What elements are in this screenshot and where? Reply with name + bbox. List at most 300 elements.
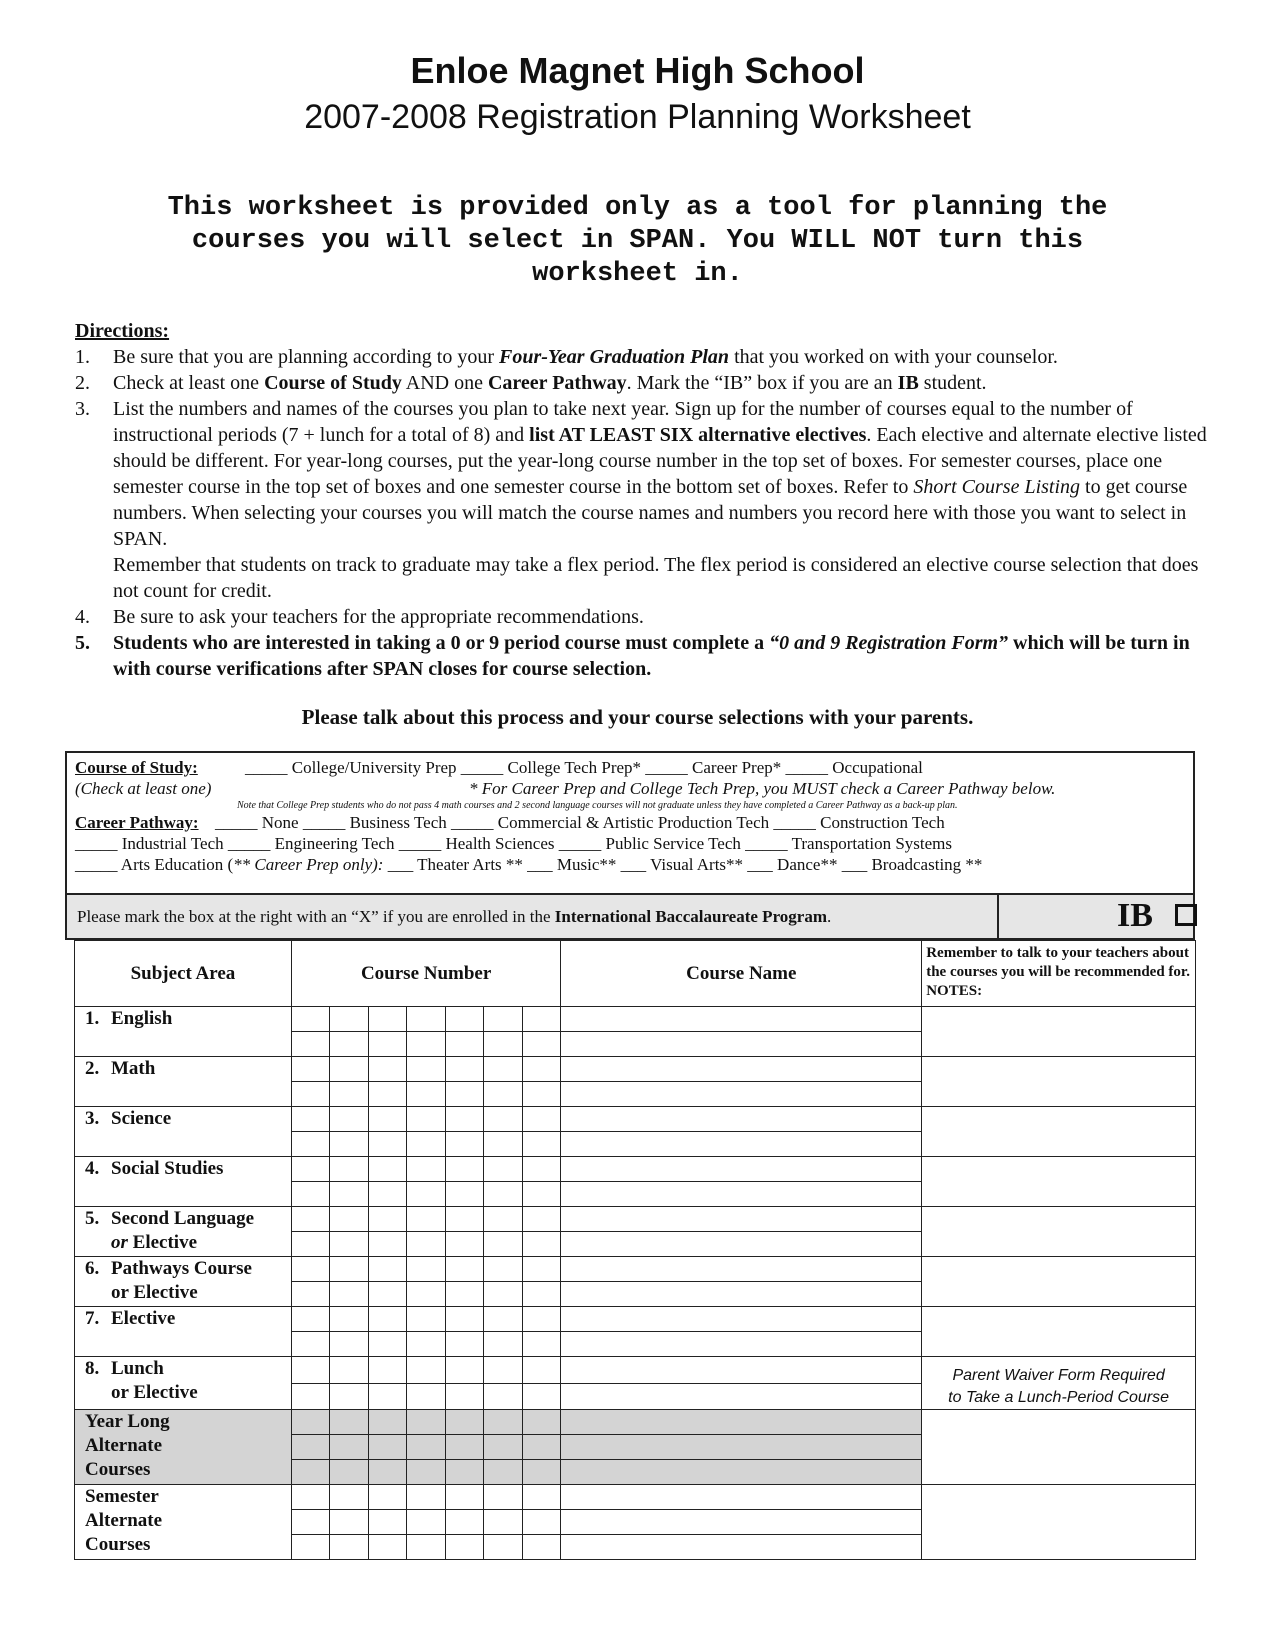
course-number-box[interactable] xyxy=(407,1332,446,1357)
course-number-box[interactable] xyxy=(522,1182,561,1207)
course-row-science xyxy=(75,1107,1196,1132)
course-name-field[interactable] xyxy=(561,1383,922,1410)
subject-name: Lunch xyxy=(111,1358,164,1379)
course-number-box[interactable] xyxy=(484,1307,523,1332)
course-number-box[interactable] xyxy=(484,1332,523,1357)
course-of-study-box xyxy=(65,751,1195,895)
course-number-box[interactable] xyxy=(445,1357,484,1384)
fine-print: Note that College Prep students who do not pass 4 math courses and 2 second language courses will not graduate unless they have completed a Career Pathway as a back-up plan. xyxy=(237,800,958,811)
course-name-field[interactable] xyxy=(561,1107,922,1132)
course-number-box[interactable] xyxy=(291,1307,330,1332)
course-number-box[interactable] xyxy=(330,1057,369,1082)
course-number-box[interactable] xyxy=(368,1535,407,1560)
course-name-field[interactable] xyxy=(561,1510,922,1535)
course-row-lunch xyxy=(75,1357,1196,1384)
course-name-field[interactable] xyxy=(561,1032,922,1057)
course-number-box[interactable] xyxy=(368,1032,407,1057)
course-number-box[interactable] xyxy=(522,1032,561,1057)
direction-item xyxy=(75,396,1215,604)
course-number-box[interactable] xyxy=(407,1132,446,1157)
subject-number: 3. xyxy=(85,1108,100,1129)
course-number-box[interactable] xyxy=(291,1282,330,1307)
notes-cell[interactable] xyxy=(922,1057,1196,1107)
direction-item xyxy=(75,630,1215,682)
career-prep-only-note: ** Career Prep only): xyxy=(233,855,384,874)
notes-cell[interactable] xyxy=(922,1410,1196,1485)
ib-instruction-text: Please mark the box at the right with an “X” if you are enrolled in the xyxy=(77,907,555,926)
subject-name: Elective xyxy=(132,1232,198,1253)
course-number-box[interactable] xyxy=(407,1383,446,1410)
ib-instruction xyxy=(77,907,831,927)
course-number-box[interactable] xyxy=(445,1307,484,1332)
subject-label xyxy=(75,1257,292,1307)
course-number-box[interactable] xyxy=(291,1157,330,1182)
notes-cell[interactable] xyxy=(922,1257,1196,1307)
course-number-box[interactable] xyxy=(522,1107,561,1132)
course-number-box[interactable] xyxy=(330,1510,369,1535)
course-number-box[interactable] xyxy=(330,1307,369,1332)
worksheet-title: 2007-2008 Registration Planning Worksheet xyxy=(304,98,971,136)
course-number-box[interactable] xyxy=(291,1460,330,1485)
course-number-box[interactable] xyxy=(484,1032,523,1057)
subject-number: 8. xyxy=(85,1358,100,1379)
course-number-box[interactable] xyxy=(407,1282,446,1307)
directions-section xyxy=(75,318,1215,682)
course-number-box[interactable] xyxy=(407,1485,446,1510)
course-number-box[interactable] xyxy=(407,1057,446,1082)
subject-number: 2. xyxy=(85,1058,100,1079)
pathway-options: ___ Theater Arts ** ___ Music** ___ Visual Arts** ___ Dance** ___ Broadcasting ** xyxy=(383,855,983,874)
direction-text: student. xyxy=(918,372,987,394)
table-header-row xyxy=(75,941,1196,1007)
course-row-math xyxy=(75,1057,1196,1082)
notes-header: Remember to talk to your teachers about the courses you will be recommended for. NOTES: xyxy=(922,941,1196,1007)
subject-number: 5. xyxy=(85,1208,100,1229)
course-number-box[interactable] xyxy=(522,1157,561,1182)
course-number-box[interactable] xyxy=(368,1082,407,1107)
course-number-box[interactable] xyxy=(522,1332,561,1357)
notes-cell[interactable] xyxy=(922,1157,1196,1207)
course-number-box[interactable] xyxy=(445,1107,484,1132)
course-number-box[interactable] xyxy=(522,1007,561,1032)
course-number-box[interactable] xyxy=(368,1332,407,1357)
course-number-box[interactable] xyxy=(368,1007,407,1032)
course-number-box[interactable] xyxy=(445,1485,484,1510)
subject-name: Second Language xyxy=(111,1208,255,1229)
course-number-box[interactable] xyxy=(522,1357,561,1384)
course-number-box[interactable] xyxy=(522,1082,561,1107)
subject-line: Courses xyxy=(85,1534,151,1555)
course-number-box[interactable] xyxy=(291,1535,330,1560)
course-number-box[interactable] xyxy=(407,1232,446,1257)
course-number-box[interactable] xyxy=(291,1107,330,1132)
course-name-field[interactable] xyxy=(561,1007,922,1032)
course-number-box[interactable] xyxy=(368,1132,407,1157)
course-number-box[interactable] xyxy=(484,1510,523,1535)
waiver-line: Parent Waiver Form Required xyxy=(952,1367,1165,1384)
subject-label xyxy=(75,1485,292,1560)
course-number-box[interactable] xyxy=(368,1207,407,1232)
course-number-box[interactable] xyxy=(407,1460,446,1485)
course-number-box[interactable] xyxy=(484,1007,523,1032)
course-name-field[interactable] xyxy=(561,1132,922,1157)
course-number-box[interactable] xyxy=(368,1383,407,1410)
course-number-box[interactable] xyxy=(484,1182,523,1207)
course-number-box[interactable] xyxy=(368,1307,407,1332)
direction-emphasis: IB xyxy=(897,372,919,394)
course-number-box[interactable] xyxy=(330,1435,369,1460)
course-name-field[interactable] xyxy=(561,1282,922,1307)
course-number-box[interactable] xyxy=(368,1485,407,1510)
course-number-box[interactable] xyxy=(484,1485,523,1510)
course-number-box[interactable] xyxy=(445,1182,484,1207)
course-row-elective xyxy=(75,1307,1196,1332)
course-name-field[interactable] xyxy=(561,1410,922,1435)
course-number-box[interactable] xyxy=(522,1307,561,1332)
course-row-year-alt xyxy=(75,1410,1196,1435)
pathway-options: _____ Industrial Tech _____ Engineering Tech _____ Health Sciences _____ Public Service Tech _____ Transportation Systems xyxy=(75,834,952,853)
course-number-header: Course Number xyxy=(291,941,561,1007)
notice-line: This worksheet is provided only as a tool for planning the xyxy=(167,193,1108,223)
direction-emphasis: “0 and 9 Registration Form” xyxy=(769,632,1009,654)
notes-cell[interactable] xyxy=(922,1307,1196,1357)
course-number-box[interactable] xyxy=(291,1057,330,1082)
ib-instruction-text: . xyxy=(827,907,832,926)
ib-divider xyxy=(997,895,999,938)
subject-name: Math xyxy=(111,1058,156,1079)
course-number-box[interactable] xyxy=(330,1332,369,1357)
course-number-box[interactable] xyxy=(291,1410,330,1435)
waiver-line: to Take a Lunch-Period Course xyxy=(948,1389,1170,1406)
subject-line: Alternate xyxy=(85,1510,163,1531)
worksheet-notice xyxy=(120,192,1155,291)
course-number-box[interactable] xyxy=(407,1157,446,1182)
subject-number: 4. xyxy=(85,1158,100,1179)
course-number-box[interactable] xyxy=(291,1485,330,1510)
course-number-box[interactable] xyxy=(291,1435,330,1460)
course-number-box[interactable] xyxy=(330,1535,369,1560)
course-name-header: Course Name xyxy=(561,941,922,1007)
parents-note: Please talk about this process and your course selections with your parents. xyxy=(301,705,974,729)
course-number-box[interactable] xyxy=(407,1007,446,1032)
course-number-box[interactable] xyxy=(368,1107,407,1132)
course-number-box[interactable] xyxy=(368,1357,407,1384)
course-number-box[interactable] xyxy=(291,1132,330,1157)
course-name-field[interactable] xyxy=(561,1332,922,1357)
notes-cell[interactable] xyxy=(922,1207,1196,1257)
course-number-box[interactable] xyxy=(445,1232,484,1257)
course-number-box[interactable] xyxy=(484,1460,523,1485)
course-number-box[interactable] xyxy=(330,1207,369,1232)
course-number-box[interactable] xyxy=(484,1357,523,1384)
subject-line: Courses xyxy=(85,1459,151,1480)
direction-number: 3. xyxy=(75,398,90,420)
course-number-box[interactable] xyxy=(368,1232,407,1257)
course-row-sem-alt xyxy=(75,1485,1196,1510)
course-number-box[interactable] xyxy=(407,1307,446,1332)
course-number-box[interactable] xyxy=(291,1232,330,1257)
subject-label xyxy=(75,1357,292,1410)
course-number-box[interactable] xyxy=(407,1082,446,1107)
direction-emphasis: Short Course Listing xyxy=(913,476,1081,498)
course-number-box[interactable] xyxy=(407,1357,446,1384)
course-number-box[interactable] xyxy=(330,1383,369,1410)
course-number-box[interactable] xyxy=(330,1082,369,1107)
course-number-box[interactable] xyxy=(522,1232,561,1257)
career-prep-note: * For Career Prep and College Tech Prep, you MUST check a Career Pathway below. xyxy=(469,779,1056,798)
course-number-box[interactable] xyxy=(368,1182,407,1207)
course-name-field[interactable] xyxy=(561,1082,922,1107)
course-number-box[interactable] xyxy=(522,1057,561,1082)
course-number-box[interactable] xyxy=(484,1383,523,1410)
subject-name: English xyxy=(111,1008,173,1029)
direction-text: . Mark the “IB” box if you are an xyxy=(626,372,898,394)
course-number-box[interactable] xyxy=(484,1057,523,1082)
course-number-box[interactable] xyxy=(368,1510,407,1535)
course-number-box[interactable] xyxy=(445,1157,484,1182)
course-number-box[interactable] xyxy=(445,1383,484,1410)
direction-number: 4. xyxy=(75,606,90,628)
subject-line: Alternate xyxy=(85,1435,163,1456)
course-number-box[interactable] xyxy=(484,1157,523,1182)
course-number-box[interactable] xyxy=(407,1182,446,1207)
course-row-social xyxy=(75,1157,1196,1182)
course-number-box[interactable] xyxy=(522,1257,561,1282)
subject-name: Science xyxy=(111,1108,172,1129)
course-number-box[interactable] xyxy=(407,1032,446,1057)
direction-text: Remember that students on track to graduate may take a flex period. The flex period is considered an elective course selection that does not count for credit. xyxy=(113,554,1199,602)
subject-name: or Elective xyxy=(111,1382,198,1403)
course-number-box[interactable] xyxy=(522,1383,561,1410)
course-number-box[interactable] xyxy=(484,1232,523,1257)
direction-text: AND one xyxy=(401,372,488,394)
course-number-box[interactable] xyxy=(407,1435,446,1460)
course-number-box[interactable] xyxy=(407,1107,446,1132)
course-number-box[interactable] xyxy=(368,1257,407,1282)
course-of-study-label: Course of Study: xyxy=(75,758,198,777)
course-number-box[interactable] xyxy=(445,1460,484,1485)
course-number-box[interactable] xyxy=(291,1257,330,1282)
direction-text: Check at least one xyxy=(113,372,265,394)
direction-text: Be sure that you are planning according to your xyxy=(113,346,499,368)
course-number-box[interactable] xyxy=(330,1410,369,1435)
ib-checkbox[interactable] xyxy=(1175,904,1197,926)
subject-line: Semester xyxy=(85,1486,159,1507)
pathway-options: _____ None _____ Business Tech _____ Commercial & Artistic Production Tech _____ Construction Tech xyxy=(215,813,945,832)
course-row-pathways xyxy=(75,1257,1196,1282)
career-pathway-label: Career Pathway: xyxy=(75,813,199,832)
notice-line: courses you will select in SPAN. You WILL NOT turn this xyxy=(191,226,1084,256)
direction-emphasis: list AT LEAST SIX alternative electives xyxy=(529,424,867,446)
course-name-field[interactable] xyxy=(561,1485,922,1510)
course-number-box[interactable] xyxy=(484,1410,523,1435)
course-name-field[interactable] xyxy=(561,1257,922,1282)
ib-label: IB xyxy=(1117,897,1153,934)
course-number-box[interactable] xyxy=(522,1460,561,1485)
course-number-box[interactable] xyxy=(368,1057,407,1082)
course-number-box[interactable] xyxy=(522,1410,561,1435)
course-name-field[interactable] xyxy=(561,1182,922,1207)
subject-area-header: Subject Area xyxy=(75,941,292,1007)
course-of-study-row xyxy=(75,758,923,778)
course-number-box[interactable] xyxy=(522,1132,561,1157)
course-number-box[interactable] xyxy=(445,1510,484,1535)
course-row-english xyxy=(75,1007,1196,1032)
course-of-study-options: _____ College/University Prep _____ College Tech Prep* _____ Career Prep* _____ Occupational xyxy=(245,758,923,777)
ib-program-name: International Baccalaureate Program xyxy=(554,907,828,926)
course-number-box[interactable] xyxy=(330,1357,369,1384)
course-number-box[interactable] xyxy=(330,1032,369,1057)
course-number-box[interactable] xyxy=(330,1257,369,1282)
course-number-box[interactable] xyxy=(445,1410,484,1435)
subject-label xyxy=(75,1057,292,1107)
pathway-options: _____ Arts Education ( xyxy=(75,855,234,874)
direction-text: that you worked on with your counselor. xyxy=(729,346,1058,368)
career-pathway-row xyxy=(75,813,945,833)
course-name-field[interactable] xyxy=(561,1307,922,1332)
subject-name: or Elective xyxy=(111,1282,198,1303)
subject-label xyxy=(75,1107,292,1157)
subject-number: 1. xyxy=(85,1008,100,1029)
course-number-box[interactable] xyxy=(291,1007,330,1032)
direction-item xyxy=(75,344,1215,370)
course-number-box[interactable] xyxy=(484,1435,523,1460)
course-number-box[interactable] xyxy=(445,1082,484,1107)
subject-label xyxy=(75,1157,292,1207)
notes-cell[interactable] xyxy=(922,1107,1196,1157)
course-number-box[interactable] xyxy=(291,1032,330,1057)
notice-line: worksheet in. xyxy=(532,259,743,289)
course-number-box[interactable] xyxy=(445,1032,484,1057)
directions-heading: Directions: xyxy=(75,320,170,342)
arts-pathway-row xyxy=(75,855,982,875)
course-number-box[interactable] xyxy=(445,1057,484,1082)
direction-number: 2. xyxy=(75,372,90,394)
course-name-field[interactable] xyxy=(561,1157,922,1182)
subject-label xyxy=(75,1307,292,1357)
course-number-box[interactable] xyxy=(291,1383,330,1410)
subject-number: 6. xyxy=(85,1258,100,1279)
course-number-box[interactable] xyxy=(330,1107,369,1132)
course-number-box[interactable] xyxy=(330,1232,369,1257)
course-number-box[interactable] xyxy=(445,1207,484,1232)
course-number-box[interactable] xyxy=(330,1157,369,1182)
course-number-box[interactable] xyxy=(484,1257,523,1282)
course-number-box[interactable] xyxy=(330,1132,369,1157)
course-number-box[interactable] xyxy=(445,1007,484,1032)
course-number-box[interactable] xyxy=(522,1510,561,1535)
subject-name: Pathways Course xyxy=(111,1258,252,1279)
course-number-box[interactable] xyxy=(407,1535,446,1560)
direction-text: which will be turn in with course verifications after SPAN closes for course selection. xyxy=(113,632,1190,680)
course-number-box[interactable] xyxy=(330,1485,369,1510)
course-number-box[interactable] xyxy=(445,1282,484,1307)
lunch-waiver-note xyxy=(922,1357,1195,1409)
course-number-box[interactable] xyxy=(330,1007,369,1032)
course-number-box[interactable] xyxy=(368,1435,407,1460)
direction-number: 5. xyxy=(75,632,90,654)
course-number-box[interactable] xyxy=(368,1282,407,1307)
course-name-field[interactable] xyxy=(561,1435,922,1460)
notes-cell[interactable] xyxy=(922,1485,1196,1560)
course-number-box[interactable] xyxy=(291,1082,330,1107)
school-name: Enloe Magnet High School xyxy=(410,50,865,91)
course-name-field[interactable] xyxy=(561,1535,922,1560)
direction-text: List the numbers and names of the courses you plan to take next year. Sign up for the number of courses equal to the number of instructional periods (7 + lunch for a total of 8) and xyxy=(113,398,1133,446)
course-number-box[interactable] xyxy=(445,1435,484,1460)
subject-name: Social Studies xyxy=(111,1158,224,1179)
course-name-field[interactable] xyxy=(561,1357,922,1384)
course-planning-table xyxy=(74,940,1196,1560)
subject-number: 7. xyxy=(85,1308,100,1329)
direction-text: Be sure to ask your teachers for the appropriate recommendations. xyxy=(113,606,644,628)
course-number-box[interactable] xyxy=(291,1182,330,1207)
course-number-box[interactable] xyxy=(407,1207,446,1232)
course-number-box[interactable] xyxy=(291,1207,330,1232)
subject-or: or xyxy=(111,1232,128,1253)
subject-name: Elective xyxy=(111,1308,176,1329)
course-number-box[interactable] xyxy=(445,1257,484,1282)
subject-label xyxy=(75,1207,292,1257)
course-number-box[interactable] xyxy=(522,1282,561,1307)
subject-label xyxy=(75,1007,292,1057)
direction-item xyxy=(75,604,1215,630)
course-number-box[interactable] xyxy=(522,1485,561,1510)
course-number-box[interactable] xyxy=(484,1132,523,1157)
direction-text: Students who are interested in taking a 0 or 9 period course must complete a xyxy=(113,632,770,654)
course-number-box[interactable] xyxy=(522,1535,561,1560)
course-number-box[interactable] xyxy=(522,1435,561,1460)
check-note: (Check at least one) xyxy=(75,779,212,798)
course-number-box[interactable] xyxy=(291,1332,330,1357)
notes-cell[interactable] xyxy=(922,1357,1196,1410)
direction-emphasis: Four-Year Graduation Plan xyxy=(499,346,730,368)
course-name-field[interactable] xyxy=(561,1460,922,1485)
course-number-box[interactable] xyxy=(330,1282,369,1307)
course-row-language xyxy=(75,1207,1196,1232)
course-number-box[interactable] xyxy=(368,1157,407,1182)
ib-enrollment-box xyxy=(65,895,1195,940)
course-name-field[interactable] xyxy=(561,1232,922,1257)
course-number-box[interactable] xyxy=(291,1510,330,1535)
course-number-box[interactable] xyxy=(330,1460,369,1485)
direction-emphasis: Career Pathway xyxy=(487,372,627,394)
course-number-box[interactable] xyxy=(484,1107,523,1132)
course-number-box[interactable] xyxy=(484,1282,523,1307)
course-number-box[interactable] xyxy=(484,1207,523,1232)
course-number-box[interactable] xyxy=(291,1357,330,1384)
subject-line: Year Long xyxy=(85,1411,170,1432)
direction-number: 1. xyxy=(75,346,90,368)
course-number-box[interactable] xyxy=(445,1332,484,1357)
course-number-box[interactable] xyxy=(445,1535,484,1560)
direction-item xyxy=(75,370,1215,396)
course-number-box[interactable] xyxy=(330,1182,369,1207)
course-number-box[interactable] xyxy=(407,1510,446,1535)
notes-cell[interactable] xyxy=(922,1007,1196,1057)
course-number-box[interactable] xyxy=(407,1257,446,1282)
course-number-box[interactable] xyxy=(522,1207,561,1232)
course-number-box[interactable] xyxy=(484,1535,523,1560)
course-number-box[interactable] xyxy=(368,1460,407,1485)
course-number-box[interactable] xyxy=(368,1410,407,1435)
subject-label xyxy=(75,1410,292,1485)
course-name-field[interactable] xyxy=(561,1057,922,1082)
course-number-box[interactable] xyxy=(445,1132,484,1157)
course-number-box[interactable] xyxy=(407,1410,446,1435)
course-number-box[interactable] xyxy=(484,1082,523,1107)
course-name-field[interactable] xyxy=(561,1207,922,1232)
